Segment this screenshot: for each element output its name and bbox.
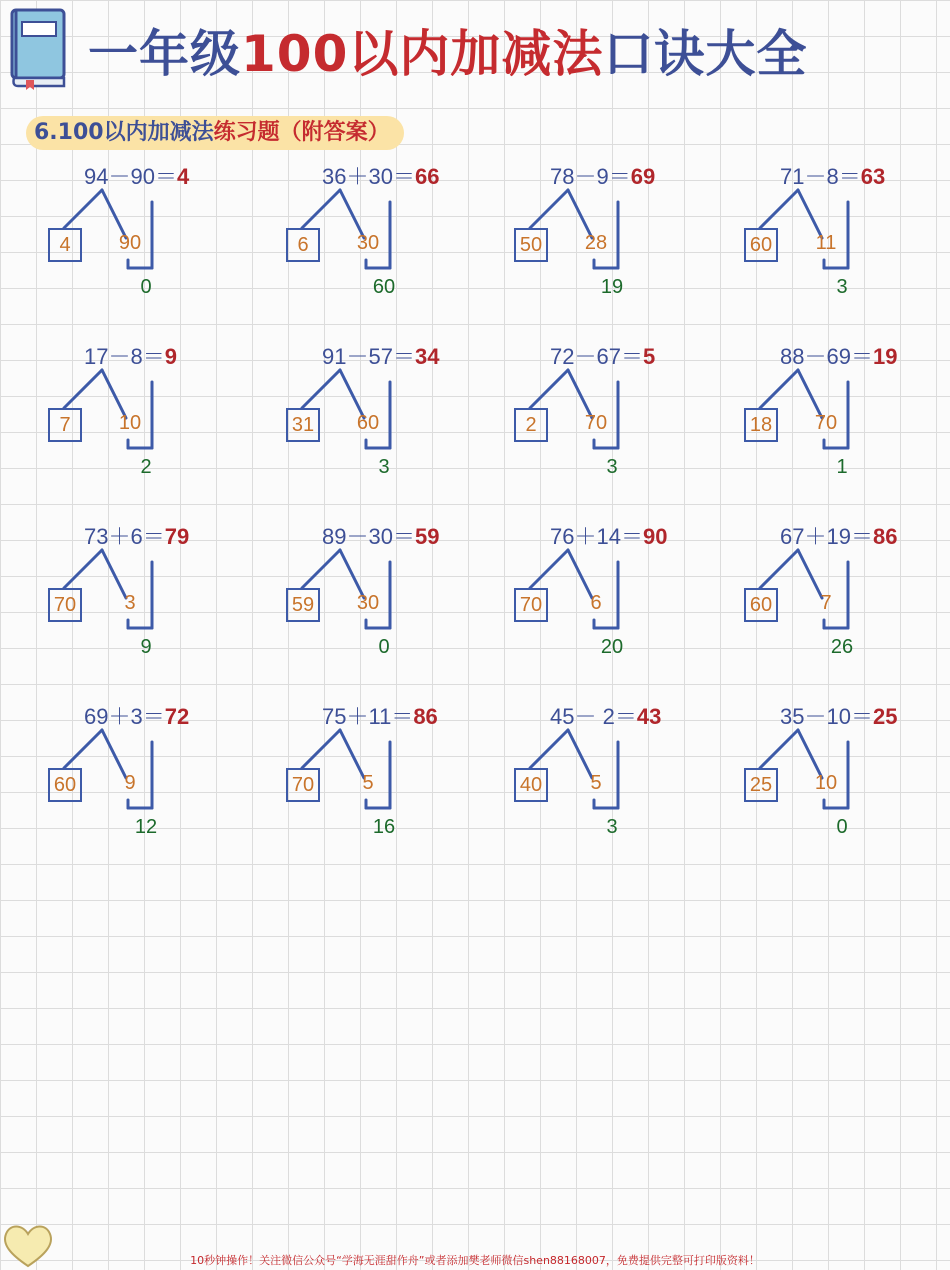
intermediate-result: 9 [140, 636, 152, 658]
intermediate-result: 3 [606, 816, 618, 838]
equation [322, 520, 439, 551]
boxed-number: 4 [48, 228, 82, 262]
book-icon [8, 6, 72, 90]
intermediate-result: 12 [134, 816, 158, 838]
split-number: 7 [820, 592, 832, 614]
boxed-number: 2 [514, 408, 548, 442]
equation-expression: 69＋3＝ [84, 704, 165, 729]
problem-card [506, 340, 726, 520]
equation [780, 160, 885, 191]
page-title [88, 14, 928, 86]
intermediate-result: 3 [836, 276, 848, 298]
problem-card [506, 160, 726, 340]
equation-expression: 91－57＝ [322, 344, 415, 369]
problem-card [278, 520, 498, 700]
equation [84, 520, 189, 551]
split-number: 70 [584, 412, 608, 434]
intermediate-result: 16 [372, 816, 396, 838]
equation-answer: 5 [642, 344, 656, 369]
boxed-number: 50 [514, 228, 548, 262]
problem-card [736, 520, 950, 700]
equation-expression: 94－90＝ [84, 164, 177, 189]
split-number: 60 [356, 412, 380, 434]
intermediate-result: 1 [836, 456, 848, 478]
equation-expression: 45－ 2＝ [550, 704, 637, 729]
equation-answer: 63 [860, 164, 886, 189]
problem-card [736, 700, 950, 880]
problem-card [40, 160, 260, 340]
problem-card [736, 160, 950, 340]
split-number: 90 [118, 232, 142, 254]
boxed-number: 40 [514, 768, 548, 802]
section-label-exercise: 练习题（附答案） [213, 120, 390, 145]
intermediate-result: 2 [140, 456, 152, 478]
problem-card [40, 340, 260, 520]
intermediate-result: 60 [372, 276, 396, 298]
equation-answer: 25 [872, 704, 898, 729]
equation [550, 340, 655, 371]
split-number: 6 [590, 592, 602, 614]
intermediate-result: 26 [830, 636, 854, 658]
equation-answer: 59 [414, 524, 440, 549]
boxed-number: 7 [48, 408, 82, 442]
split-number: 30 [356, 232, 380, 254]
intermediate-result: 3 [378, 456, 390, 478]
equation-expression: 67＋19＝ [780, 524, 873, 549]
equation [550, 160, 655, 191]
equation-answer: 43 [636, 704, 662, 729]
equation [322, 160, 439, 191]
boxed-number: 70 [48, 588, 82, 622]
equation-answer: 19 [872, 344, 898, 369]
equation-expression: 72－67＝ [550, 344, 643, 369]
split-number: 5 [590, 772, 602, 794]
header [0, 0, 950, 100]
equation-answer: 4 [176, 164, 190, 189]
split-number: 10 [814, 772, 838, 794]
boxed-number: 60 [48, 768, 82, 802]
equation [84, 160, 189, 191]
intermediate-result: 3 [606, 456, 618, 478]
equation [550, 520, 667, 551]
split-number: 10 [118, 412, 142, 434]
boxed-number: 25 [744, 768, 778, 802]
problem-card [506, 520, 726, 700]
split-number: 3 [124, 592, 136, 614]
equation [780, 700, 897, 731]
equation-expression: 71－8＝ [780, 164, 861, 189]
split-number: 28 [584, 232, 608, 254]
problem-card [40, 700, 260, 880]
equation-answer: 34 [414, 344, 440, 369]
equation [550, 700, 661, 731]
split-number: 5 [362, 772, 374, 794]
intermediate-result: 19 [600, 276, 624, 298]
equation-expression: 73＋6＝ [84, 524, 165, 549]
equation-expression: 75＋11＝ [322, 704, 414, 729]
equation-answer: 66 [414, 164, 440, 189]
title-part-topic: 100以内加减法 [241, 25, 604, 83]
equation [84, 340, 177, 371]
title-part-grade: 一年级 [88, 25, 241, 83]
problem-card [278, 340, 498, 520]
boxed-number: 70 [286, 768, 320, 802]
boxed-number: 18 [744, 408, 778, 442]
problem-card [278, 160, 498, 340]
equation [322, 700, 438, 731]
split-number: 70 [814, 412, 838, 434]
equation-answer: 9 [164, 344, 177, 369]
boxed-number: 6 [286, 228, 320, 262]
equation-expression: 36＋30＝ [322, 164, 415, 189]
problem-card [278, 700, 498, 880]
equation-answer: 90 [642, 524, 668, 549]
split-number: 30 [356, 592, 380, 614]
equation [780, 340, 897, 371]
equation-answer: 86 [872, 524, 898, 549]
boxed-number: 31 [286, 408, 320, 442]
equation [322, 340, 439, 371]
section-label-topic: 6.100以内加减法 [34, 120, 214, 145]
section-label [26, 116, 404, 150]
equation-answer: 79 [164, 524, 190, 549]
intermediate-result: 0 [378, 636, 390, 658]
split-number: 11 [815, 232, 837, 254]
equation-answer: 72 [164, 704, 190, 729]
equation-expression: 88－69＝ [780, 344, 873, 369]
equation-expression: 89－30＝ [322, 524, 415, 549]
equation-expression: 76＋14＝ [550, 524, 643, 549]
problem-card [40, 520, 260, 700]
problem-card [736, 340, 950, 520]
boxed-number: 60 [744, 588, 778, 622]
boxed-number: 60 [744, 228, 778, 262]
intermediate-result: 20 [600, 636, 624, 658]
problem-card [506, 700, 726, 880]
boxed-number: 59 [286, 588, 320, 622]
equation [780, 520, 897, 551]
footer-note: 10秒钟操作！关注微信公众号“学海无涯甜作舟”或者添加樊老师微信shen88168007，免费提供完整可打印版资料！ [190, 1254, 760, 1267]
boxed-number: 70 [514, 588, 548, 622]
equation-answer: 69 [630, 164, 656, 189]
intermediate-result: 0 [140, 276, 152, 298]
equation-expression: 78－9＝ [550, 164, 631, 189]
equation-expression: 17－8＝ [84, 344, 165, 369]
title-part-collection: 口诀大全 [603, 25, 808, 83]
split-number: 9 [124, 772, 136, 794]
equation [84, 700, 189, 731]
equation-expression: 35－10＝ [780, 704, 873, 729]
equation-answer: 86 [413, 704, 438, 729]
intermediate-result: 0 [836, 816, 848, 838]
